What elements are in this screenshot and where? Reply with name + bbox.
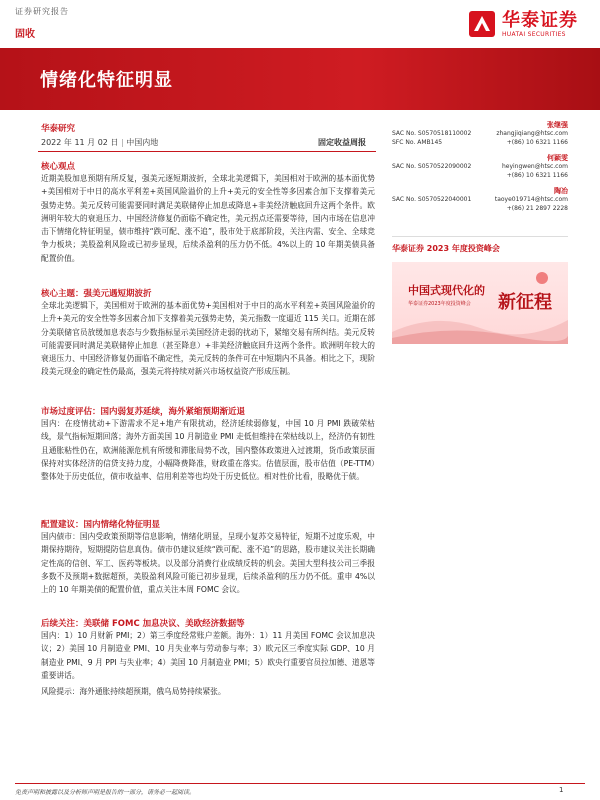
- conference-title: 华泰证券 2023 年度投资峰会: [392, 244, 500, 253]
- analyst-sac: SAC No. S0570518110002: [392, 130, 472, 137]
- analyst-sac: SAC No. S0570522040001: [392, 196, 472, 203]
- report-region: 中国内地: [126, 138, 159, 147]
- footer-divider: [15, 783, 585, 784]
- section-heading: 后续关注：美联储 FOMC 加息决议、美欧经济数据等: [41, 619, 245, 629]
- huatai-logo-icon: [468, 10, 496, 38]
- logo-english-text: HUATAI SECURITIES: [502, 30, 566, 38]
- analyst-card: [392, 186, 568, 213]
- analyst-card: [392, 153, 568, 180]
- section-body: 国内：1）10 月财新 PMI；2）第三季度经常账户差额。海外：1）11 月美国 FOMC 会议加息决议；2）美国 10 月制造业 PMI、10 月失业率与劳动参与率；3）欧元区三季度实际 GDP、10 月制造业 PMI、9 月 PPI 与失业率；4）美国 10 月制造业 PMI；5）欧央行重要官员拉加德、道恩等重要讲话。: [41, 631, 375, 680]
- section-heading: 配置建议：国内情绪化特征明显: [41, 520, 161, 530]
- report-title: 情绪化特征明显: [40, 70, 173, 91]
- report-date: 2022 年 11 月 02 日: [41, 138, 119, 147]
- banner-subtitle: 华泰证券2023年度投资峰会: [408, 301, 471, 307]
- analyst-block: [392, 120, 568, 213]
- analyst-card: [392, 120, 568, 147]
- analyst-phone: +(86) 10 6321 1166: [506, 171, 568, 179]
- analyst-sac: SAC No. S0570522090002: [392, 163, 472, 170]
- analyst-email[interactable]: zhangjiqiang@htsc.com: [496, 130, 568, 137]
- analyst-email[interactable]: heyingwen@htsc.com: [501, 163, 568, 170]
- huatai-logo: [468, 10, 578, 38]
- divider: [392, 236, 568, 237]
- section-body: 国内债市：国内受政策预期等信息影响，情绪化明显，呈现小复苏交易特征，短期不过度乐观，中期保持期待，短期提防信息真伪。债市仍建议延续“跌可配、涨不追”的思路，股市建议关注长期确定性高的信创、军工、医药等板块。以及部分消费行业成绩反转的机会。美国大型科技公司三季报多数不及预期+数据超预，美股盈利风险可能已初步显现，后续杀盈利的压力仍不低。重申 4%以上的 10 年期美债的配置价值，重点关注本周 FOMC 会议。: [41, 532, 375, 595]
- banner-big-text: 新征程: [498, 292, 552, 313]
- report-type: 固定收益周报: [318, 138, 366, 147]
- divider: [38, 151, 376, 152]
- analyst-name: 张继强: [547, 121, 568, 129]
- conference-banner[interactable]: [392, 262, 568, 344]
- doc-type-label: 证券研究报告: [15, 7, 69, 16]
- section-heading: 市场过度评估：国内弱复苏延续，海外紧缩预期渐近退: [41, 407, 246, 417]
- analyst-sfc: SFC No. AMB145: [392, 138, 443, 146]
- research-label: 华泰研究: [41, 124, 76, 134]
- footer-disclaimer: 免责声明和披露以及分析师声明是报告的一部分，请务必一起阅读。: [15, 789, 196, 796]
- analyst-name: 何颖雯: [547, 154, 568, 162]
- report-meta: 2022 年 11 月 02 日 | 中国内地: [41, 138, 159, 147]
- logo-chinese-text: 华泰证券: [502, 9, 578, 31]
- analyst-phone: +(86) 10 6321 1166: [506, 138, 568, 146]
- analyst-name: 陶冶: [554, 187, 568, 195]
- analyst-phone: +(86) 21 2897 2228: [506, 204, 568, 212]
- section-body: 国内：在疫情扰动+下游需求不足+地产有限扰动，经济延续弱修复，中国 10 月 PMI 跌破荣枯线，景气指标短期回落；海外方面美国 10 月制造业 PMI 走低但维持在荣枯线以上，经济仍有韧性且通胀粘性仍在，欧洲能源危机有所缓和滞胀局势不改，国内整体政策进入过渡期，货币政策层面保持对实体经济的信贷支持力度，小幅降费降准，财政重在落实。估值层面，股市估值（PE-TTM）整体处于历史低位，债市收益率、信用利差等也均处于历史低位。相对性价比看，股略优于债。: [41, 419, 375, 482]
- analyst-email[interactable]: taoye019714@htsc.com: [494, 196, 568, 203]
- banner-headline: 中国式现代化的: [408, 284, 485, 297]
- section-heading: 核心主题：强美元遇短期波折: [41, 289, 152, 299]
- section-heading: 核心观点: [41, 162, 76, 172]
- section-body: 近期美股加息预期有所反复，强美元逐短期波折，全球北美逻辑下，美国相对于欧洲的基本面优势+美国相对于中日的高水平利差+英国风险溢价的上升+美元的安全性等多因素合加下支撑着美元强势走势。美元反转可能需要同时满足美联储停止加息或降息+非美经济触底回升这两个条件。欧洲明年较大的衰退压力、中国经济修复仍面临不确定性，美元拐点还需要等待，国内市场在信息冲击下情绪化特征明显，债市维持“跌可配、涨不追”，股市处于底部阶段，关注内需、安全、全球竞争力板块；美股盈利风险或已初步显现，后续杀盈利的压力仍不低。4%以上的 10 年期美债具备配置价值。: [41, 174, 375, 263]
- section-body: 全球北美逻辑下，美国相对于欧洲的基本面优势+美国相对于中日的高水平利差+英国风险溢价的上升+美元的安全性等多因素合加下支撑着美元强势走势，美元指数一度逼近 115 关口。近期在部分美联储官员放缓加息表态与少数指标显示美国经济走弱的扰动下，紧缩交易有所纠结。美元反转可能需要同时满足美联储停止加息（甚至降息）+非美经济触底回升这两个条件。欧洲明年较大的衰退压力、中国经济修复仍面临不确定性，美元反转的条件可在中短期内不具备。相比之下，现阶段美元现金的确定性仍最高，强美元将持续对新兴市场权益资产形成压制。: [41, 301, 375, 377]
- risk-warning: 风险提示：海外通胀持续超预期，俄乌局势持续紧张。: [41, 687, 226, 696]
- category-tag: 固收: [15, 29, 35, 40]
- page-number: 1: [559, 786, 564, 794]
